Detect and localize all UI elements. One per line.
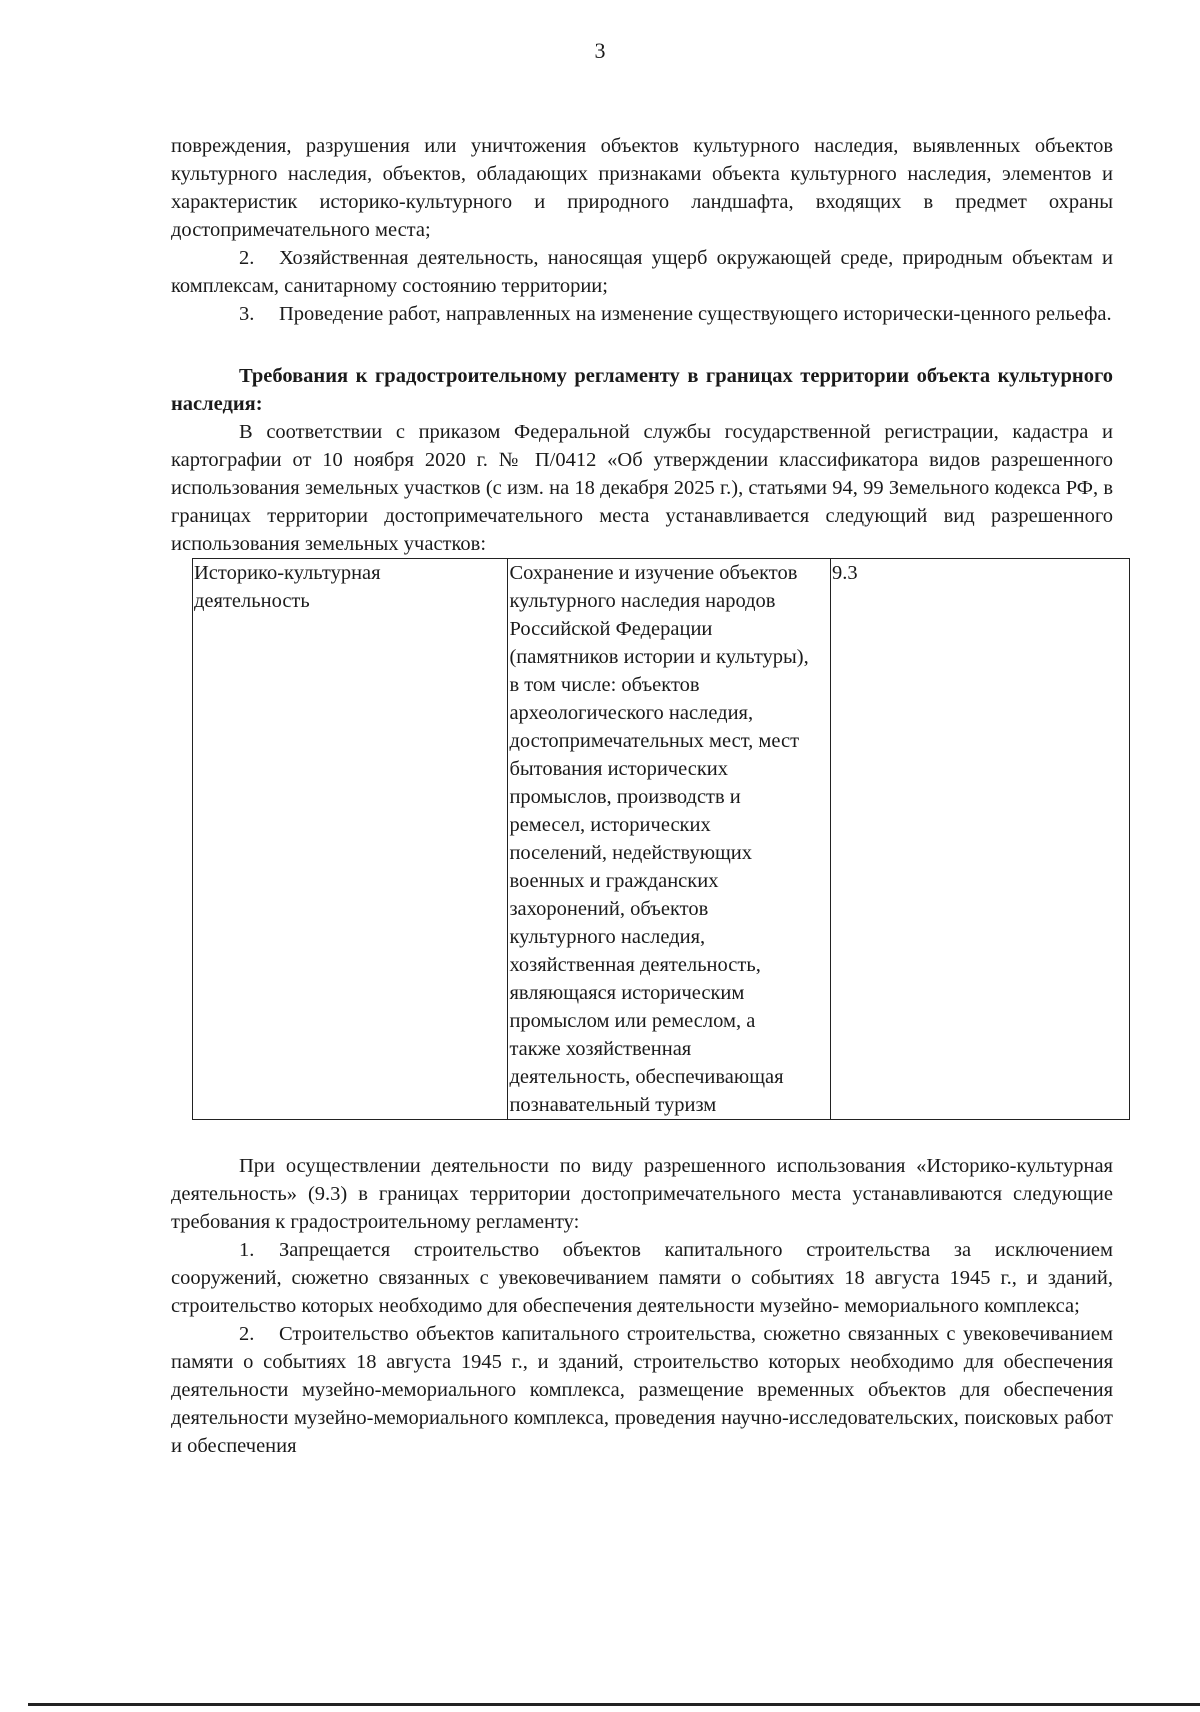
use-type-name: Историко-культурная деятельность — [194, 562, 381, 612]
document-body — [171, 132, 1113, 1460]
list-item-3 — [171, 300, 1113, 328]
list-item-text: Запрещается строительство объектов капитального строительства за исключением сооружений, сюжетно связанных с увековечиванием памяти о событиях 18 августа 1945 г., и зданий, строительство которых необходимо для обеспечения деятельности музейно- мемориального комплекса; — [171, 1239, 1113, 1317]
requirements-intro: При осуществлении деятельности по виду разрешенного использования «Историко-культурная деятельность» (9.3) в границах территории достопримечательного места устанавливаются следующие требования к градостроительному регламенту: — [171, 1155, 1113, 1233]
list-item-number: 2. — [239, 1323, 255, 1345]
list-item-number: 3. — [239, 303, 255, 325]
use-type-description-cell — [508, 559, 831, 1120]
list-item-number: 1. — [239, 1239, 255, 1261]
use-type-name-cell — [193, 559, 508, 1120]
intro-paragraph: повреждения, разрушения или уничтожения объектов культурного наследия, выявленных объектов культурного наследия, объектов, обладающих признаками объекта культурного наследия, элементов и характеристик историко-культурного и природного ландшафта, входящих в предмет охраны достопримечательного места; — [171, 135, 1113, 241]
bottom-scan-edge — [28, 1703, 1200, 1706]
list-item-number: 2. — [239, 247, 255, 269]
list-item-text: Строительство объектов капитального строительства, сюжетно связанных с увековечиванием памяти о событиях 18 августа 1945 г., и зданий, строительство которых необходимо для обеспечения деятельности музейно-мемориального комплекса, размещение временных объектов для обеспечения деятельности музейно-мемориального комплекса, проведения научно-исследовательских, поисковых работ и обеспечения — [171, 1323, 1113, 1457]
use-type-description: Сохранение и изучение объектов культурного наследия народов Российской Федерации (памятников истории и культуры), в том числе: объектов археологического наследия, достопримечательных мест, мест бытования исторических промыслов, производств и ремесел, исторических поселений, недействующих военных и гражданских захоронений, объектов культурного наследия, хозяйственная деятельность, являющаяся историческим промыслом или ремеслом, а также хозяйственная деятельность, обеспечивающая познавательный туризм — [509, 562, 809, 1116]
use-type-code-cell: 9.3 — [831, 559, 1130, 1120]
list-item-2 — [171, 244, 1113, 300]
table-row — [193, 559, 1130, 1120]
page-number: 3 — [594, 38, 606, 63]
list-item-text: Проведение работ, направленных на изменение существующего исторически-ценного рельефа. — [279, 303, 1112, 325]
requirement-item-1 — [171, 1236, 1113, 1320]
land-use-table — [192, 558, 1130, 1120]
requirement-item-2 — [171, 1320, 1113, 1460]
list-item-text: Хозяйственная деятельность, наносящая ущерб окружающей среде, природным объектам и комплексам, санитарному состоянию территории; — [171, 247, 1113, 297]
section-heading: Требования к градостроительному регламенту в границах территории объекта культурного наследия: — [171, 365, 1113, 415]
body-paragraph: В соответствии с приказом Федеральной службы государственной регистрации, кадастра и картографии от 10 ноября 2020 г. № П/0412 «Об утверждении классификатора видов разрешенного использования земельных участков (с изм. на 18 декабря 2025 г.), статьями 94, 99 Земельного кодекса РФ, в границах территории достопримечательного места устанавливается следующий вид разрешенного использования земельных участков: — [171, 421, 1113, 555]
